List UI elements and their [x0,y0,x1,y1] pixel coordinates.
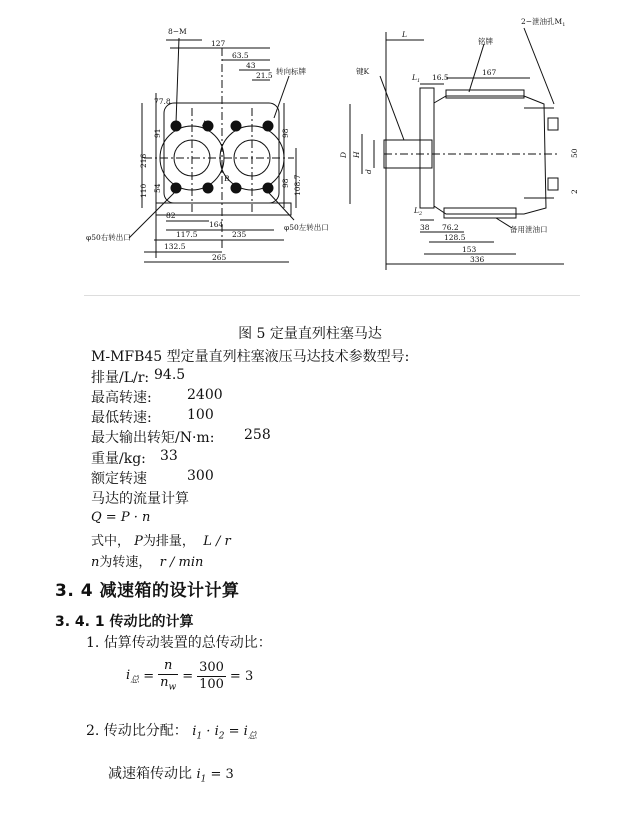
eq-lhs: $i_总$ [126,668,140,686]
dim-153: 153 [462,245,477,254]
dim-336: 336 [470,255,485,264]
spec-label: 最低转速: [91,410,152,426]
item-2 [86,720,257,742]
frac-denominator: 100 [199,677,224,693]
item-2-equation: $i_1 \cdot i_2 = i_总$ [192,724,257,742]
spec-row [91,387,223,407]
dim-91: 91 [153,128,162,138]
dim-117-5: 117.5 [176,230,198,239]
where-text: 为排量， [142,534,195,549]
dim-167: 167 [482,68,497,77]
dim-h: H [352,151,361,158]
dim-216: 216 [139,153,148,168]
motor-technical-drawing [84,8,580,296]
formula-where-2 [91,551,203,570]
spec-row [91,427,271,447]
dim-54: 54 [153,183,162,193]
frac-denominator: $n_w$ [160,675,177,693]
dim-38: 38 [420,223,430,232]
side-view [339,16,579,270]
dim-d-large: D [339,151,348,158]
dim-132-5: 132.5 [164,242,186,251]
eq-fraction-1 [158,658,178,696]
symbol-n: n [91,555,100,570]
spec-value: 100 [187,407,214,423]
dim-127: 127 [211,39,226,48]
dim-108-7: 108.7 [293,174,302,196]
subsection-heading: 3. 4. 1 传动比的计算 [55,614,194,630]
dim-21-5: 21.5 [256,71,273,80]
item-1: 1. 估算传动装置的总传动比： [86,635,272,651]
dim-98: 98 [281,128,290,138]
gearbox-ratio-equation: $i_1 = 3$ [196,767,234,785]
label-key: 键K [356,67,370,76]
label-left-port: φ50左转出口 [284,223,329,232]
spec-row [91,367,186,387]
dim-2-right: 2 [570,189,579,194]
spec-value: 258 [244,427,271,443]
frac-numerator: 300 [199,660,224,676]
dim-50-right: 50 [570,148,579,158]
spec-value: 94.5 [154,367,186,383]
where-text: 式中， [91,534,131,549]
eq-result: = 3 [229,669,254,685]
spec-value: 33 [160,448,178,464]
eq-fraction-2 [197,660,226,693]
label-nameplate: 铭牌 [478,37,493,46]
spec-label: 额定转速 [91,471,147,487]
dim-76-2: 76.2 [442,223,459,232]
spec-label: 重量/kg: [91,451,146,467]
spec-row [91,407,214,427]
dim-164: 164 [209,220,224,229]
flow-formula: Q = P · n [91,510,151,525]
spec-row [91,448,178,468]
where-text: 为转速， [99,555,152,570]
label-rotation-plate: 转向标牌 [276,67,306,76]
unit-l-per-r: L / r [203,534,231,549]
dim-l2: $L_2$ [414,206,423,217]
dim-128-5: 128.5 [444,233,466,242]
label-drain: 2−泄油孔$M_1$ [521,17,566,28]
specs-title: M-MFB45 型定量直列柱塞液压马达技术参数型号: [91,349,410,365]
frac-numerator: n [158,658,178,675]
label-spare-drain: 备用泄油口 [510,225,548,234]
spec-value: 2400 [187,387,223,403]
spec-label: 最高转速: [91,390,152,406]
dim-110: 110 [139,183,148,198]
dim-holes: 8−M [168,27,187,36]
unit-r-per-min: r / min [159,555,204,570]
label-right-port: φ50右转出口 [86,233,131,242]
spec-value: 300 [187,468,214,484]
dim-16-5: 16.5 [432,73,449,82]
formula-where-1 [91,530,231,549]
equation-total-ratio [126,658,253,696]
dim-235: 235 [232,230,247,239]
eq-equals: = [143,669,155,685]
label-b: B [224,174,230,183]
dim-98b: 98 [281,178,290,188]
item-2-label: 2. 传动比分配： [86,723,188,739]
dim-63-5: 63.5 [232,51,249,60]
figure-caption: 图 5 定量直列柱塞马达 [238,326,382,342]
dim-82: 82 [166,211,176,220]
dim-265: 265 [212,253,227,262]
gearbox-ratio-label: 减速箱传动比 [108,766,192,782]
flow-title: 马达的流量计算 [91,491,189,507]
eq-equals: = [182,669,194,685]
spec-label: 最大输出转矩/N·m: [91,430,215,446]
gearbox-ratio [108,763,234,785]
dim-l: L [402,30,407,39]
front-view [86,27,329,262]
dim-d-small: d [364,169,373,174]
section-heading: 3. 4 减速箱的设计计算 [55,581,240,601]
spec-label: 排量/L/r: [91,370,150,386]
symbol-p: P [134,534,143,549]
spec-row [91,468,214,488]
label-a: A [202,119,208,128]
dim-l1: $L_1$ [412,73,421,84]
dim-77-8: 77.8 [154,97,171,106]
dim-43: 43 [246,61,256,70]
